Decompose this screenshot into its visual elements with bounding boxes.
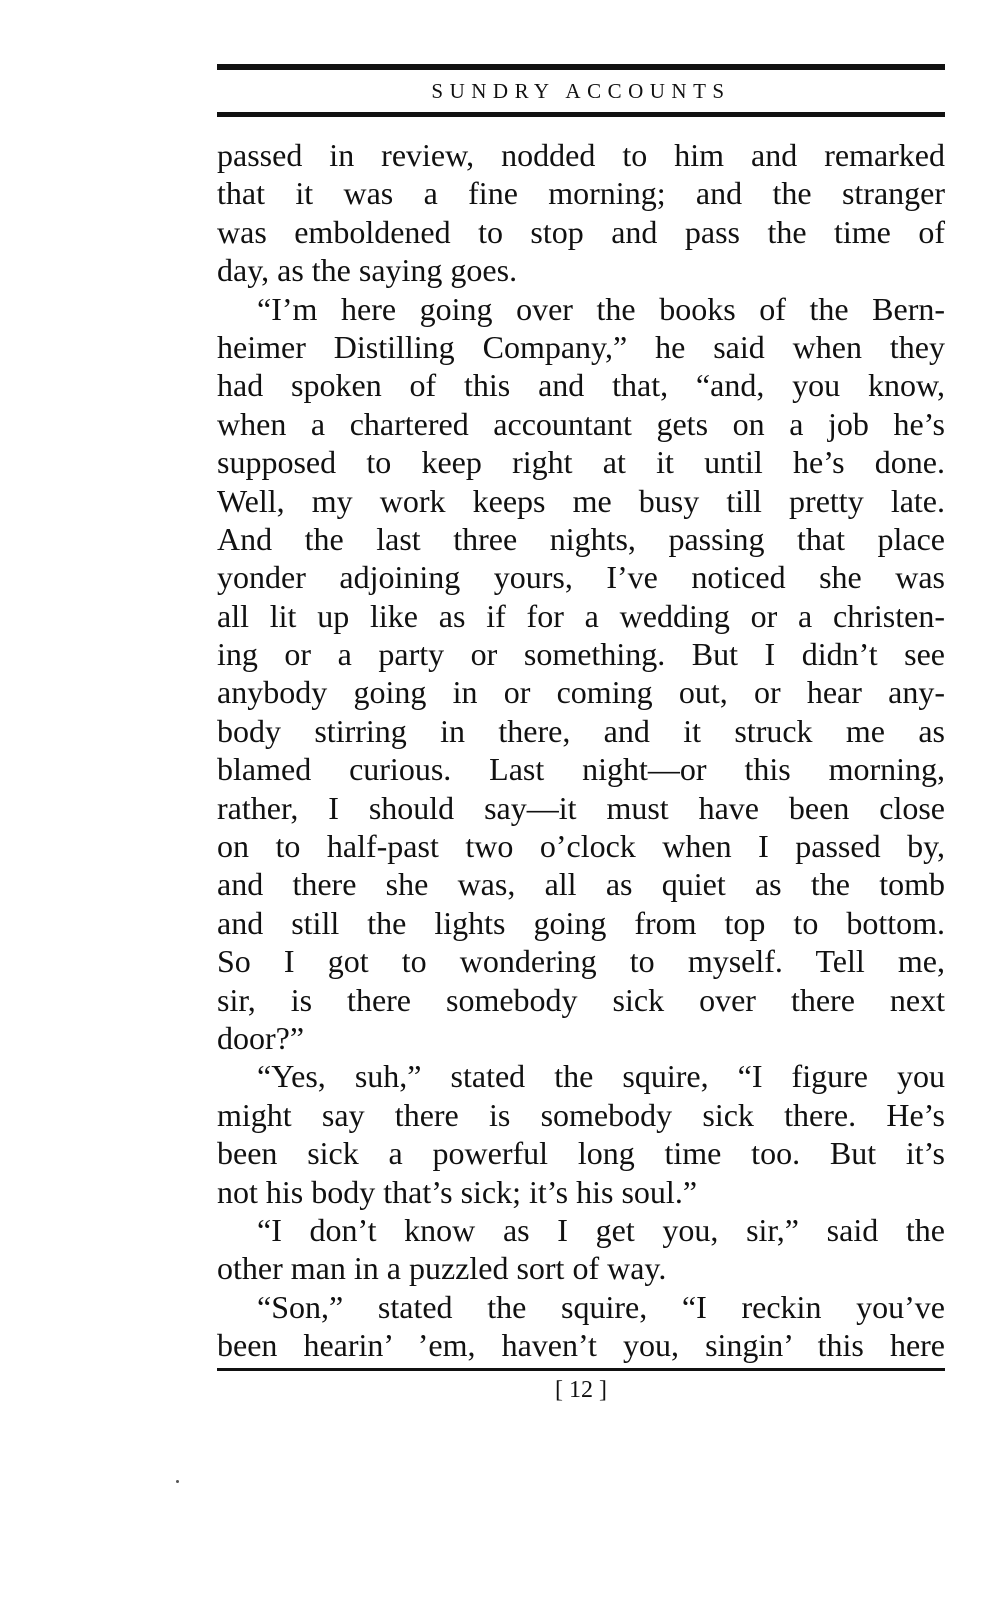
text-line: “Yes, suh,” stated the squire, “I figure you bbox=[257, 1058, 945, 1095]
bottom-rule bbox=[217, 1368, 945, 1371]
text-line: supposed to keep right at it until he’s done. bbox=[217, 444, 945, 481]
running-head: SUNDRY ACCOUNTS bbox=[431, 79, 731, 103]
text-line: been sick a powerful long time too. But it’s bbox=[217, 1135, 945, 1172]
page-number: [ 12 ] bbox=[555, 1377, 607, 1403]
text-line: yonder adjoining yours, I’ve noticed she was bbox=[217, 559, 945, 596]
text-line: And the last three nights, passing that place bbox=[217, 520, 945, 557]
text-line: had spoken of this and that, “and, you know, bbox=[217, 367, 945, 404]
text-line: on to half-past two o’clock when I passed by, bbox=[217, 828, 945, 865]
text-line: heimer Distilling Company,” he said when they bbox=[217, 328, 945, 365]
text-line: been hearin’ ’em, haven’t you, singin’ this here bbox=[217, 1327, 945, 1364]
text-line: rather, I should say—it must have been close bbox=[217, 789, 945, 826]
header-rule bbox=[217, 112, 945, 117]
text-line: anybody going in or coming out, or hear any- bbox=[217, 674, 945, 711]
text-line: Well, my work keeps me busy till pretty late. bbox=[217, 482, 945, 519]
text-line: door?” bbox=[217, 1019, 305, 1056]
text-line: “Son,” stated the squire, “I reckin you’ve bbox=[257, 1288, 945, 1325]
text-line: sir, is there somebody sick over there next bbox=[217, 981, 945, 1018]
text-line: “I don’t know as I get you, sir,” said the bbox=[257, 1211, 945, 1248]
top-rule bbox=[217, 64, 945, 70]
text-line: ing or a party or something. But I didn’t see bbox=[217, 636, 945, 673]
text-line: other man in a puzzled sort of way. bbox=[217, 1250, 667, 1287]
text-line: passed in review, nodded to him and remarked bbox=[217, 137, 945, 173]
text-line: that it was a fine morning; and the stranger bbox=[217, 175, 945, 212]
text-line: day, as the saying goes. bbox=[217, 252, 518, 289]
text-line: “I’m here going over the books of the Bern- bbox=[257, 290, 945, 327]
text-line: So I got to wondering to myself. Tell me, bbox=[217, 943, 945, 980]
text-line: might say there is somebody sick there. He’s bbox=[217, 1096, 945, 1133]
text-line: not his body that’s sick; it’s his soul.” bbox=[217, 1173, 698, 1210]
text-line: when a chartered accountant gets on a job he’s bbox=[217, 405, 945, 442]
text-line: blamed curious. Last night—or this morning, bbox=[217, 751, 945, 788]
print-speck bbox=[176, 1480, 179, 1483]
text-line: and there she was, all as quiet as the tomb bbox=[217, 866, 945, 903]
text-line: and still the lights going from top to bottom. bbox=[217, 904, 945, 941]
body-text bbox=[217, 136, 945, 1366]
text-line: all lit up like as if for a wedding or a christen- bbox=[217, 597, 945, 634]
text-line: was emboldened to stop and pass the time of bbox=[217, 213, 945, 250]
text-line: body stirring in there, and it struck me as bbox=[217, 712, 945, 749]
